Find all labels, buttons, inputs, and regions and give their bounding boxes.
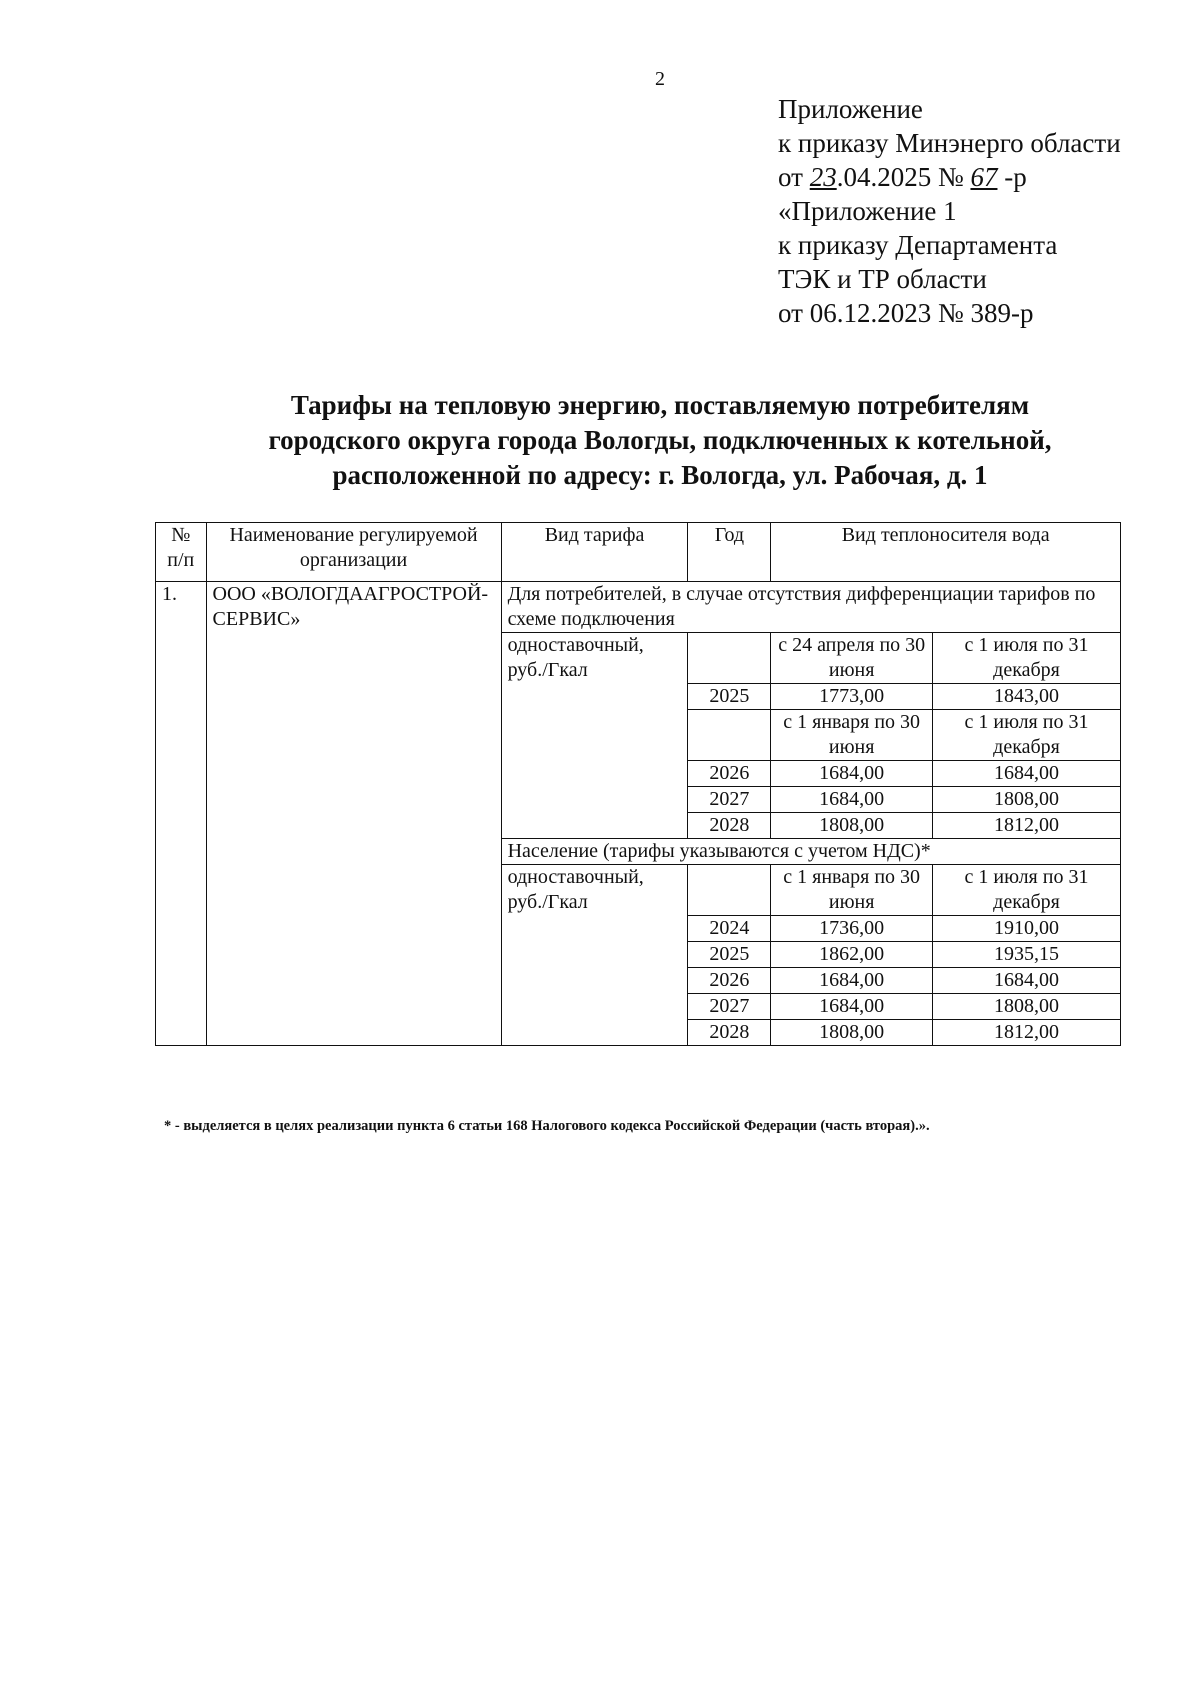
header-carrier: Вид теплоносителя вода bbox=[771, 523, 1121, 582]
year-cell: 2026 bbox=[688, 968, 771, 994]
appendix-line: «Приложение 1 bbox=[778, 196, 957, 226]
section2-caption: Население (тарифы указываются с учетом НДС)* bbox=[501, 839, 1120, 865]
value-cell: 1736,00 bbox=[771, 916, 933, 942]
title-line: Тарифы на тепловую энергию, поставляемую потребителям bbox=[290, 390, 1030, 420]
appendix-line: ТЭК и ТР области bbox=[778, 264, 987, 294]
period-cell: с 1 июля по 31 декабря bbox=[933, 865, 1121, 916]
year-cell: 2026 bbox=[688, 761, 771, 787]
section1-tariff-type: одноставочный, руб./Гкал bbox=[501, 633, 688, 839]
row-number: 1. bbox=[156, 582, 207, 1046]
value-cell: 1812,00 bbox=[933, 813, 1121, 839]
period-cell: с 24 апреля по 30 июня bbox=[771, 633, 933, 684]
appendix-text: -р bbox=[997, 162, 1027, 192]
value-cell: 1935,15 bbox=[933, 942, 1121, 968]
year-cell: 2025 bbox=[688, 942, 771, 968]
header-tariff: Вид тарифа bbox=[501, 523, 688, 582]
header-org: Наименование регулируемой организации bbox=[206, 523, 501, 582]
value-cell: 1910,00 bbox=[933, 916, 1121, 942]
document-title bbox=[140, 388, 1180, 493]
appendix-block bbox=[778, 92, 1121, 330]
period-cell: с 1 июля по 31 декабря bbox=[933, 710, 1121, 761]
empty-cell bbox=[688, 710, 771, 761]
value-cell: 1808,00 bbox=[933, 994, 1121, 1020]
year-cell: 2025 bbox=[688, 684, 771, 710]
value-cell: 1773,00 bbox=[771, 684, 933, 710]
appendix-line: от 06.12.2023 № 389-р bbox=[778, 298, 1034, 328]
org-name: ООО «ВОЛОГДААГРОСТРОЙ-СЕРВИС» bbox=[206, 582, 501, 1046]
period-cell: с 1 января по 30 июня bbox=[771, 710, 933, 761]
header-year: Год bbox=[688, 523, 771, 582]
appendix-date-line bbox=[778, 160, 1121, 194]
value-cell: 1684,00 bbox=[933, 761, 1121, 787]
year-cell: 2027 bbox=[688, 787, 771, 813]
value-cell: 1684,00 bbox=[771, 787, 933, 813]
value-cell: 1843,00 bbox=[933, 684, 1121, 710]
year-cell: 2028 bbox=[688, 813, 771, 839]
value-cell: 1812,00 bbox=[933, 1020, 1121, 1046]
value-cell: 1684,00 bbox=[933, 968, 1121, 994]
value-cell: 1684,00 bbox=[771, 761, 933, 787]
appendix-line: к приказу Департамента bbox=[778, 230, 1058, 260]
year-cell: 2028 bbox=[688, 1020, 771, 1046]
appendix-line: Приложение bbox=[778, 94, 923, 124]
tariff-table bbox=[155, 522, 1121, 1046]
title-line: расположенной по адресу: г. Вологда, ул. Рабочая, д. 1 bbox=[332, 460, 988, 490]
footnote: * - выделяется в целях реализации пункта 6 статьи 168 Налогового кодекса Российской Федерации (часть вторая).». bbox=[164, 1118, 930, 1134]
handwritten-day: 23 bbox=[809, 162, 837, 192]
appendix-text: от bbox=[778, 162, 810, 192]
empty-cell bbox=[688, 633, 771, 684]
handwritten-number: 67 bbox=[970, 162, 998, 192]
section1-caption: Для потребителей, в случае отсутствия дифференциации тарифов по схеме подключения bbox=[501, 582, 1120, 633]
header-num: № п/п bbox=[156, 523, 207, 582]
value-cell: 1808,00 bbox=[933, 787, 1121, 813]
period-cell: с 1 июля по 31 декабря bbox=[933, 633, 1121, 684]
value-cell: 1808,00 bbox=[771, 813, 933, 839]
table-row bbox=[156, 582, 1121, 633]
appendix-line: к приказу Минэнерго области bbox=[778, 128, 1121, 158]
title-line: городского округа города Вологды, подключенных к котельной, bbox=[268, 425, 1052, 455]
header-row bbox=[156, 523, 1121, 582]
period-cell: с 1 января по 30 июня bbox=[771, 865, 933, 916]
value-cell: 1684,00 bbox=[771, 968, 933, 994]
value-cell: 1808,00 bbox=[771, 1020, 933, 1046]
page-number: 2 bbox=[655, 68, 665, 90]
value-cell: 1862,00 bbox=[771, 942, 933, 968]
section2-tariff-type: одноставочный, руб./Гкал bbox=[501, 865, 688, 1046]
value-cell: 1684,00 bbox=[771, 994, 933, 1020]
appendix-text: .04.2025 № bbox=[836, 162, 971, 192]
year-cell: 2024 bbox=[688, 916, 771, 942]
empty-cell bbox=[688, 865, 771, 916]
year-cell: 2027 bbox=[688, 994, 771, 1020]
